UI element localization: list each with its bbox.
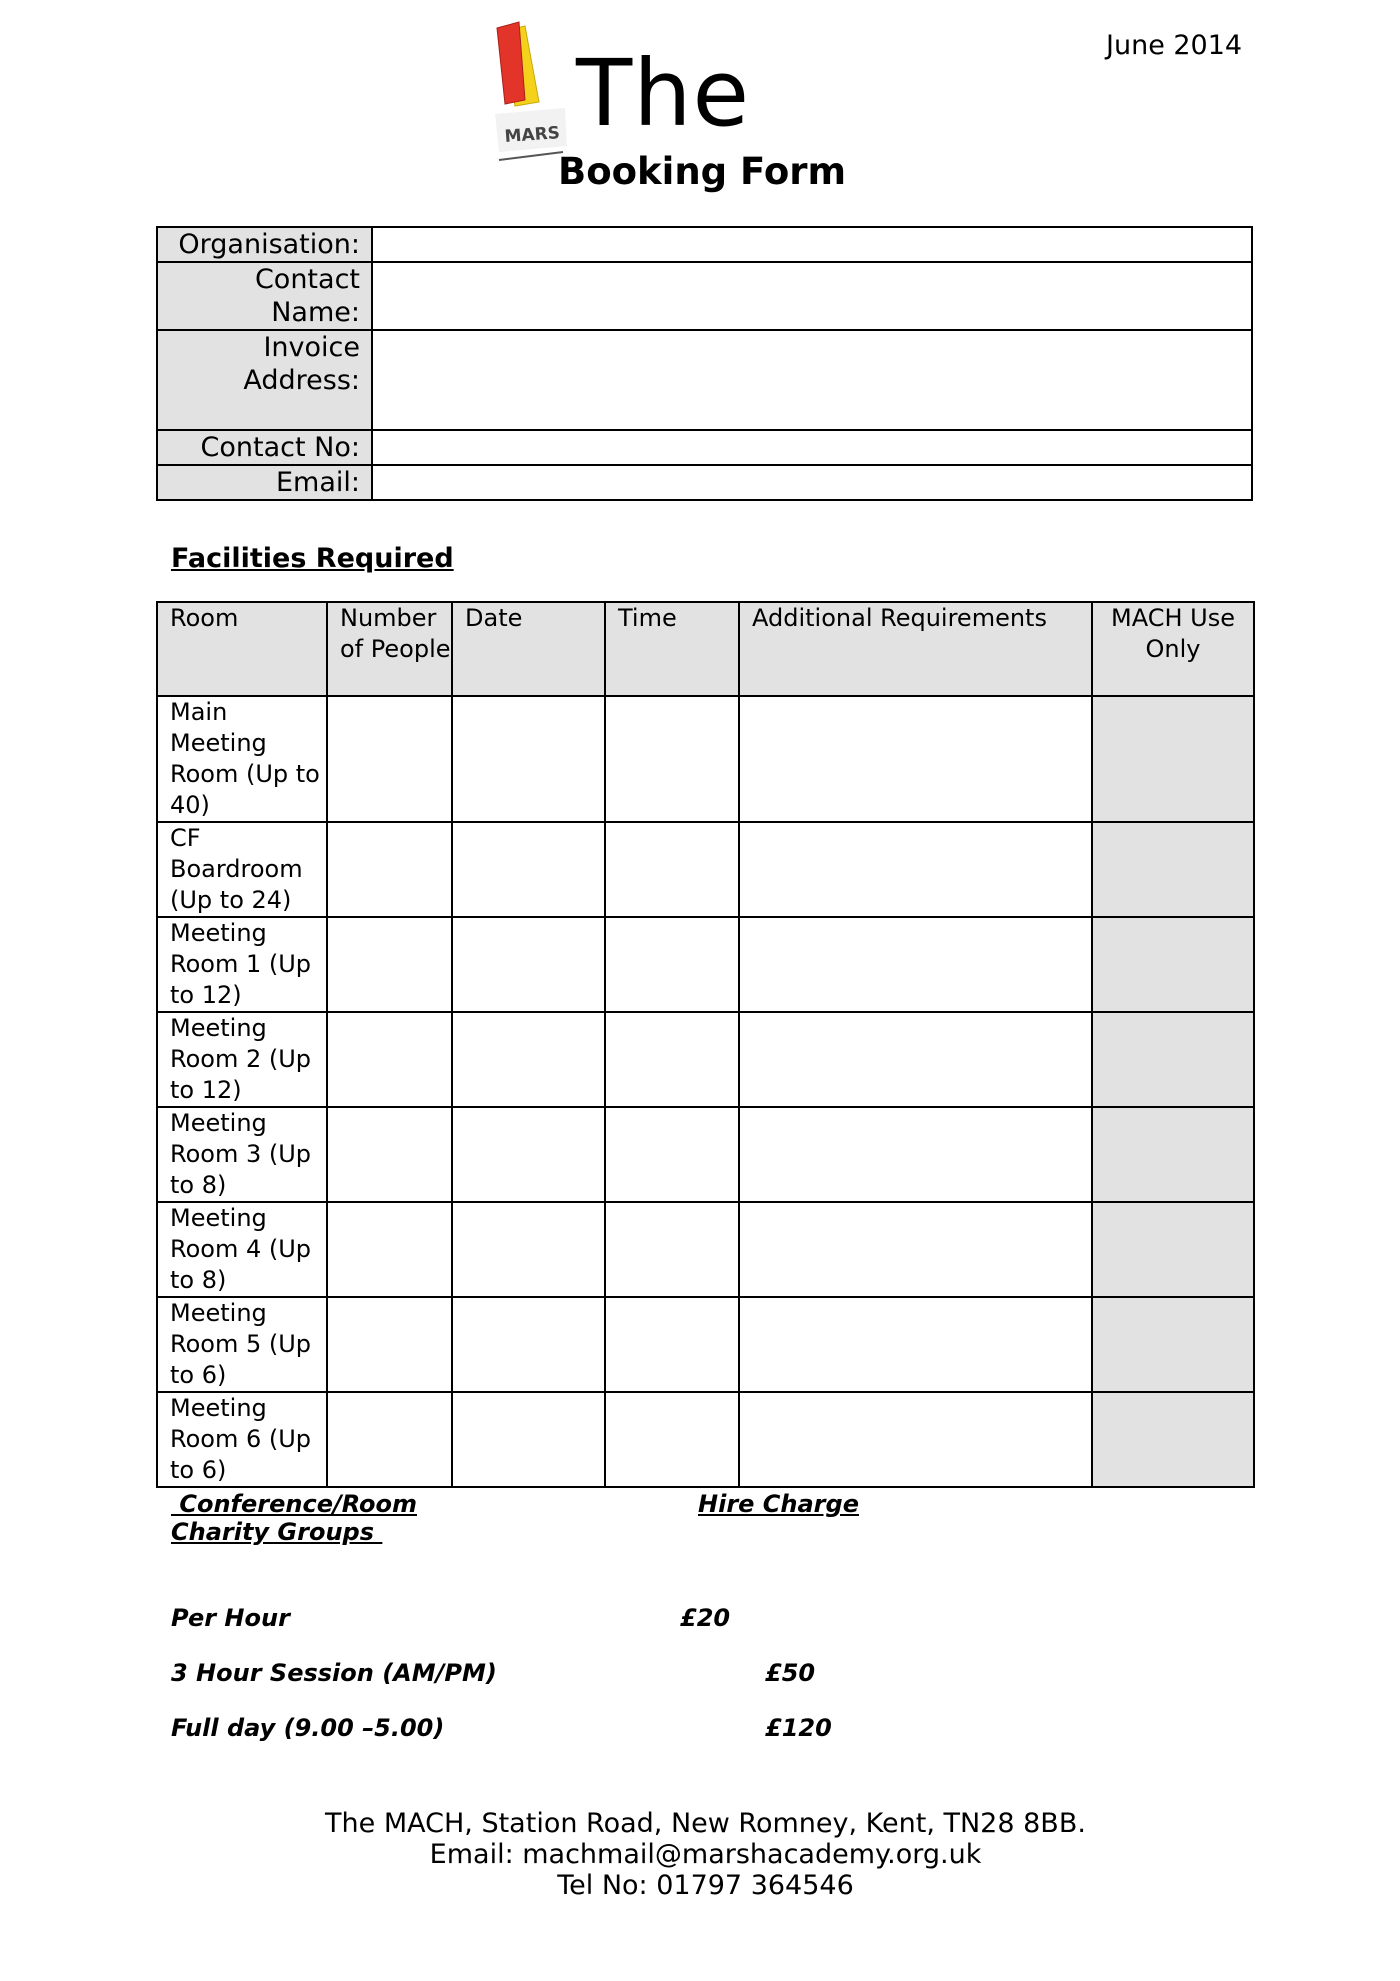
charge-label-full-day: Full day (9.00 –5.00) xyxy=(171,1714,445,1742)
contact-no-field[interactable] xyxy=(372,430,1252,465)
mach-use-cell xyxy=(1092,1012,1254,1107)
requirements-cell[interactable] xyxy=(739,696,1092,822)
invoice-address-field[interactable] xyxy=(372,330,1252,430)
footer-phone: Tel No: 01797 364546 xyxy=(557,1870,854,1901)
form-date: June 2014 xyxy=(1106,30,1243,61)
date-cell[interactable] xyxy=(452,1392,605,1487)
time-cell[interactable] xyxy=(605,1392,739,1487)
time-cell[interactable] xyxy=(605,822,739,917)
invoice-address-label: Invoice Address: xyxy=(157,330,372,430)
table-row xyxy=(157,1202,1254,1297)
col-number-of-people: Number of People xyxy=(327,602,452,696)
contact-details-table xyxy=(156,226,1253,501)
facilities-header-row xyxy=(157,602,1254,696)
contact-row-address xyxy=(157,330,1252,430)
contact-no-label: Contact No: xyxy=(157,430,372,465)
mach-use-cell xyxy=(1092,822,1254,917)
people-cell[interactable] xyxy=(327,696,452,822)
room-name: Meeting Room 4 (Up to 8) xyxy=(157,1202,327,1297)
contact-row-email xyxy=(157,465,1252,500)
charge-price-per-hour: £20 xyxy=(680,1604,731,1632)
people-cell[interactable] xyxy=(327,1297,452,1392)
email-label: Email: xyxy=(157,465,372,500)
date-cell[interactable] xyxy=(452,1107,605,1202)
col-mach-use-only: MACH Use Only xyxy=(1092,602,1254,696)
contact-row-organisation xyxy=(157,227,1252,262)
page-subtitle: Booking Form xyxy=(558,150,847,193)
charge-price-session: £50 xyxy=(765,1659,816,1687)
date-cell[interactable] xyxy=(452,696,605,822)
footer-address: The MACH, Station Road, New Romney, Kent, TN28 8BB. xyxy=(325,1808,1086,1839)
col-additional-requirements: Additional Requirements xyxy=(739,602,1092,696)
organisation-field[interactable] xyxy=(372,227,1252,262)
room-name: Meeting Room 5 (Up to 6) xyxy=(157,1297,327,1392)
contact-name-label: Contact Name: xyxy=(157,262,372,330)
col-room: Room xyxy=(157,602,327,696)
time-cell[interactable] xyxy=(605,917,739,1012)
room-name: CF Boardroom (Up to 24) xyxy=(157,822,327,917)
footer-email: Email: machmail@marshacademy.org.uk xyxy=(429,1839,982,1870)
mach-use-cell xyxy=(1092,1297,1254,1392)
requirements-cell[interactable] xyxy=(739,1392,1092,1487)
charge-label-session: 3 Hour Session (AM/PM) xyxy=(171,1659,497,1687)
room-name: Meeting Room 3 (Up to 8) xyxy=(157,1107,327,1202)
col-time: Time xyxy=(605,602,739,696)
charge-price-full-day: £120 xyxy=(765,1714,832,1742)
people-cell[interactable] xyxy=(327,1202,452,1297)
time-cell[interactable] xyxy=(605,1107,739,1202)
conference-heading xyxy=(171,1490,417,1546)
time-cell[interactable] xyxy=(605,696,739,822)
time-cell[interactable] xyxy=(605,1012,739,1107)
requirements-cell[interactable] xyxy=(739,1107,1092,1202)
people-cell[interactable] xyxy=(327,1012,452,1107)
table-row xyxy=(157,1012,1254,1107)
time-cell[interactable] xyxy=(605,1297,739,1392)
table-row xyxy=(157,1107,1254,1202)
email-field[interactable] xyxy=(372,465,1252,500)
conference-heading-line2: Charity Groups xyxy=(171,1518,383,1546)
charge-label-per-hour: Per Hour xyxy=(171,1604,290,1632)
requirements-cell[interactable] xyxy=(739,1297,1092,1392)
conference-heading-line1: Conference/Room xyxy=(171,1490,417,1518)
logo-text: MARS xyxy=(503,123,561,147)
mars-logo xyxy=(495,18,575,168)
footer xyxy=(0,1808,1400,1901)
facilities-heading: Facilities Required xyxy=(171,543,454,574)
contact-name-field[interactable] xyxy=(372,262,1252,330)
date-cell[interactable] xyxy=(452,917,605,1012)
organisation-label: Organisation: xyxy=(157,227,372,262)
room-name: Meeting Room 6 (Up to 6) xyxy=(157,1392,327,1487)
requirements-cell[interactable] xyxy=(739,822,1092,917)
contact-row-name xyxy=(157,262,1252,330)
requirements-cell[interactable] xyxy=(739,1202,1092,1297)
mach-use-cell xyxy=(1092,696,1254,822)
facilities-table xyxy=(156,601,1255,1488)
page-title: The xyxy=(576,40,751,147)
room-name: Main Meeting Room (Up to 40) xyxy=(157,696,327,822)
room-name: Meeting Room 2 (Up to 12) xyxy=(157,1012,327,1107)
date-cell[interactable] xyxy=(452,1297,605,1392)
people-cell[interactable] xyxy=(327,1107,452,1202)
table-row xyxy=(157,1297,1254,1392)
time-cell[interactable] xyxy=(605,1202,739,1297)
date-cell[interactable] xyxy=(452,1202,605,1297)
hire-charge-heading: Hire Charge xyxy=(698,1490,859,1518)
table-row xyxy=(157,696,1254,822)
col-date: Date xyxy=(452,602,605,696)
requirements-cell[interactable] xyxy=(739,1012,1092,1107)
date-cell[interactable] xyxy=(452,1012,605,1107)
date-cell[interactable] xyxy=(452,822,605,917)
people-cell[interactable] xyxy=(327,917,452,1012)
mach-use-cell xyxy=(1092,1107,1254,1202)
table-row xyxy=(157,1392,1254,1487)
contact-row-phone xyxy=(157,430,1252,465)
table-row xyxy=(157,822,1254,917)
people-cell[interactable] xyxy=(327,1392,452,1487)
requirements-cell[interactable] xyxy=(739,917,1092,1012)
room-name: Meeting Room 1 (Up to 12) xyxy=(157,917,327,1012)
mach-use-cell xyxy=(1092,1392,1254,1487)
table-row xyxy=(157,917,1254,1012)
people-cell[interactable] xyxy=(327,822,452,917)
mach-use-cell xyxy=(1092,917,1254,1012)
mach-use-cell xyxy=(1092,1202,1254,1297)
